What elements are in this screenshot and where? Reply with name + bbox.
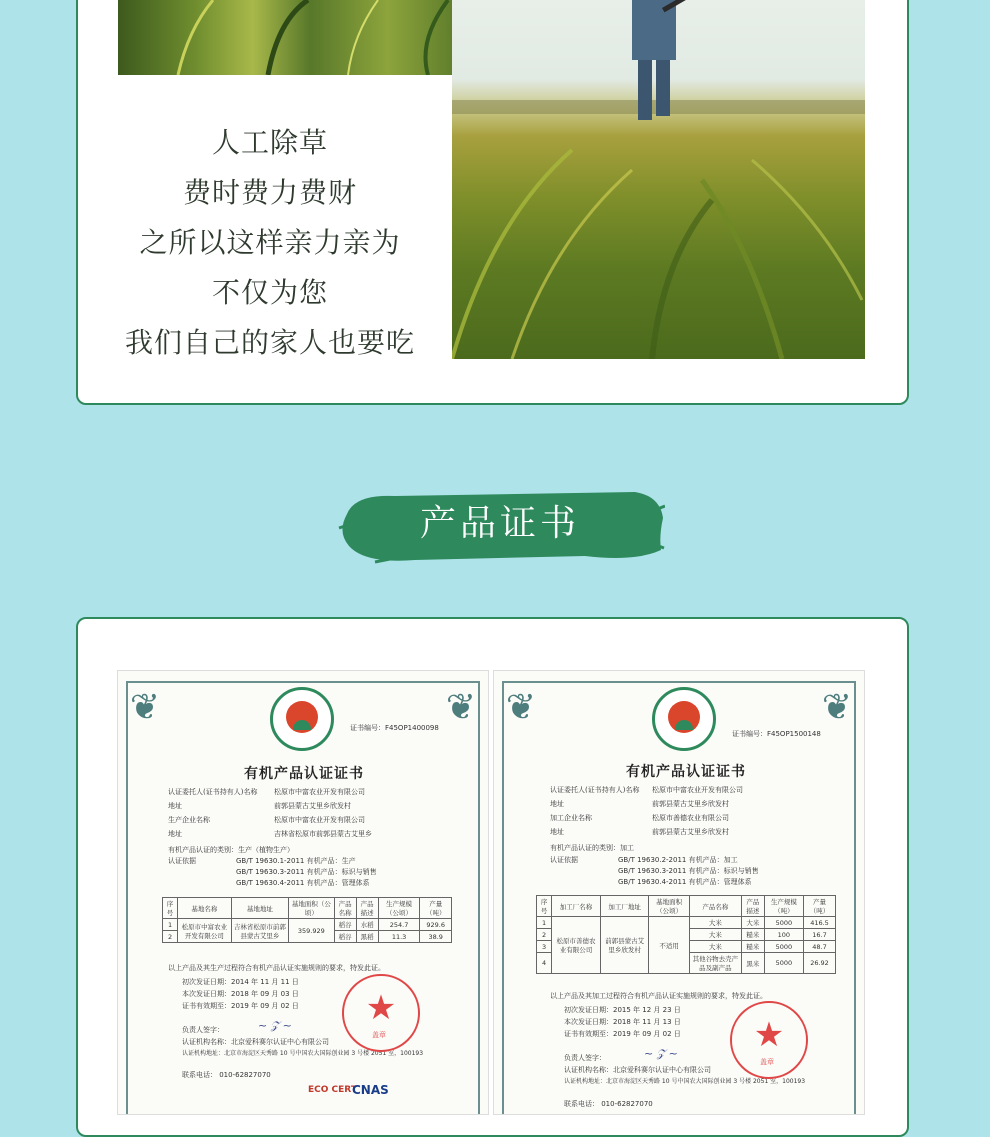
poem-line-1: 人工除草 xyxy=(211,126,328,159)
table-cell: 1 xyxy=(537,917,552,929)
table-header-row xyxy=(163,898,452,919)
org-address: 认证机构地址：北京市海淀区天秀路 10 号中国农大国际创业园 3 号楼 2051 室，100193 xyxy=(564,1078,806,1085)
category: 有机产品认证的类别：加工 xyxy=(550,844,634,852)
basis-line: GB/T 19630.4-2011 有机产品：管理体系 xyxy=(618,878,752,886)
poem-line-5: 我们自己的家人也要吃 xyxy=(124,326,415,359)
table-cell: 黑稻 xyxy=(356,931,378,943)
table-cell: 5000 xyxy=(764,941,803,953)
table-cell: 254.7 xyxy=(378,919,420,931)
table-header-cell: 产量（吨） xyxy=(420,898,452,919)
product-table xyxy=(162,897,452,943)
addr-label: 地址 xyxy=(550,800,564,808)
table-cell: 大米 xyxy=(689,941,741,953)
producer-label: 生产企业名称 xyxy=(168,816,210,824)
official-stamp-icon: ★ 盖章 xyxy=(342,974,420,1052)
table-cell: 2 xyxy=(163,931,178,943)
basis-line: GB/T 19630.2-2011 有机产品：加工 xyxy=(618,856,738,864)
table-cell: 416.5 xyxy=(804,917,836,929)
table-cell: 11.3 xyxy=(378,931,420,943)
table-row xyxy=(537,917,836,929)
table-cell: 100 xyxy=(764,929,803,941)
basis-label: 认证依据 xyxy=(550,856,578,864)
cert-title: 有机产品认证证书 xyxy=(244,766,364,782)
producer-value: 松原市中富农业开发有限公司 xyxy=(274,816,365,824)
table-header-cell: 加工厂名称 xyxy=(552,896,601,917)
table-row xyxy=(163,919,452,931)
org-name: 认证机构名称：北京爱科赛尔认证中心有限公司 xyxy=(564,1066,711,1074)
table-header-cell: 生产规模（公顷） xyxy=(378,898,420,919)
table-cell: 16.7 xyxy=(804,929,836,941)
table-header-cell: 基地面积（公顷） xyxy=(649,896,689,917)
table-cell: 松原市善德农业有限公司 xyxy=(552,917,601,974)
table-header-cell: 基地地址 xyxy=(231,898,288,919)
basis-line: GB/T 19630.1-2011 有机产品：生产 xyxy=(236,857,356,865)
table-cell: 松原市中富农业开发有限公司 xyxy=(178,919,232,943)
addr-value: 前郭县蒙古艾里乡欣发村 xyxy=(652,800,729,808)
basis-line: GB/T 19630.4-2011 有机产品：管理体系 xyxy=(236,879,370,887)
stamp-text: 盖章 xyxy=(372,1031,386,1039)
date-line: 本次发证日期：2018 年 09 月 03 日 xyxy=(182,990,299,998)
rice-closeup-image xyxy=(118,0,503,75)
ornament-icon: ❦ xyxy=(505,687,537,728)
table-cell: 5000 xyxy=(764,917,803,929)
table-header-cell: 生产规模（吨） xyxy=(764,896,803,917)
signer-label: 负责人签字： xyxy=(564,1054,606,1062)
statement: 以上产品及其加工过程符合有机产品认证实施规则的要求，特发此证。 xyxy=(550,992,767,1000)
addr2-value: 吉林省松原市前郭县蒙古艾里乡 xyxy=(274,830,372,838)
poem-line-2: 费时费力费财 xyxy=(182,176,357,209)
table-header-cell: 加工厂地址 xyxy=(600,896,649,917)
section-title-banner xyxy=(335,484,665,566)
table-cell: 前郭县蒙古艾里乡欣发村 xyxy=(600,917,649,974)
table-header-cell: 基地面积（公顷） xyxy=(289,898,335,919)
date-line: 初次发证日期：2015 年 12 月 23 日 xyxy=(564,1006,681,1014)
stamp-text: 盖章 xyxy=(760,1058,774,1066)
signature-icon: ~ 𝒵 ~ xyxy=(258,1019,292,1032)
table-header-cell: 产品描述 xyxy=(742,896,765,917)
table-cell: 大米 xyxy=(689,929,741,941)
organic-logo-icon xyxy=(270,687,334,751)
poem-line-4: 不仅为您 xyxy=(211,276,328,309)
date-line: 证书有效期至：2019 年 09 月 02 日 xyxy=(564,1030,681,1038)
cert-title: 有机产品认证证书 xyxy=(626,764,746,780)
table-header-cell: 序号 xyxy=(537,896,552,917)
addr-value: 前郭县蒙古艾里乡欣发村 xyxy=(274,802,351,810)
signer-label: 负责人签字： xyxy=(182,1026,224,1034)
rice-field-farmer-image xyxy=(452,0,865,359)
basis-line: GB/T 19630.3-2011 有机产品：标识与销售 xyxy=(618,867,759,875)
client-label: 认证委托人(证书持有人)名称 xyxy=(168,788,258,796)
poem-text xyxy=(118,118,422,368)
addr2-label: 地址 xyxy=(168,830,182,838)
table-cell: 糙米 xyxy=(742,929,765,941)
addr-label: 地址 xyxy=(168,802,182,810)
table-cell: 大米 xyxy=(689,917,741,929)
table-header-cell: 产品描述 xyxy=(356,898,378,919)
org-address: 认证机构地址：北京市海淀区天秀路 10 号中国农大国际创业园 3 号楼 2051 室，100193 xyxy=(182,1050,424,1057)
table-cell: 稻谷 xyxy=(334,931,356,943)
table-cell: 359.929 xyxy=(289,919,335,943)
official-stamp-icon: ★ 盖章 xyxy=(730,1001,808,1079)
client-value: 松原市中富农业开发有限公司 xyxy=(274,788,365,796)
client-label: 认证委托人(证书持有人)名称 xyxy=(550,786,640,794)
organic-certificate-1 xyxy=(117,670,489,1115)
table-cell: 26.92 xyxy=(804,953,836,974)
table-header-cell: 产品名称 xyxy=(334,898,356,919)
table-header-row xyxy=(537,896,836,917)
table-cell: 2 xyxy=(537,929,552,941)
table-cell: 不适用 xyxy=(649,917,689,974)
date-line: 初次发证日期：2014 年 11 月 11 日 xyxy=(182,978,299,986)
table-cell: 稻谷 xyxy=(334,919,356,931)
table-cell: 水稻 xyxy=(356,919,378,931)
table-header-cell: 产量（吨） xyxy=(804,896,836,917)
date-line: 证书有效期至：2019 年 09 月 02 日 xyxy=(182,1002,299,1010)
cnas-logo: CNAS xyxy=(352,1083,389,1097)
client-value: 松原市中富农业开发有限公司 xyxy=(652,786,743,794)
table-cell: 1 xyxy=(163,919,178,931)
category: 有机产品认证的类别：生产（植物生产） xyxy=(168,846,294,854)
tel: 联系电话： 010-62827070 xyxy=(564,1100,653,1108)
table-cell: 3 xyxy=(537,941,552,953)
section-title: 产品证书 xyxy=(419,503,580,544)
cert-number: 证书编号：F45OP1500148 xyxy=(732,730,821,738)
table-cell: 其他谷物去壳产品及副产品 xyxy=(689,953,741,974)
statement: 以上产品及其生产过程符合有机产品认证实施规则的要求，特发此证。 xyxy=(168,964,385,972)
product-table xyxy=(536,895,836,974)
ecocert-logo: ECO CERT xyxy=(308,1085,357,1095)
addr2-label: 地址 xyxy=(550,828,564,836)
cert-number: 证书编号：F45OP1400098 xyxy=(350,724,439,732)
table-cell: 糙米 xyxy=(742,941,765,953)
table-header-cell: 基地名称 xyxy=(178,898,232,919)
table-header-cell: 序号 xyxy=(163,898,178,919)
org-name: 认证机构名称：北京爱科赛尔认证中心有限公司 xyxy=(182,1038,329,1046)
table-cell: 38.9 xyxy=(420,931,452,943)
producer-value: 松原市善德农业有限公司 xyxy=(652,814,729,822)
tel: 联系电话： 010-62827070 xyxy=(182,1071,271,1079)
organic-certificate-2 xyxy=(493,670,865,1115)
ornament-icon: ❦ xyxy=(129,687,161,728)
table-cell: 黑米 xyxy=(742,953,765,974)
basis-label: 认证依据 xyxy=(168,857,196,865)
table-header-cell: 产品名称 xyxy=(689,896,741,917)
table-cell: 929.6 xyxy=(420,919,452,931)
signature-icon: ~ 𝒵 ~ xyxy=(644,1047,678,1060)
date-line: 本次发证日期：2018 年 11 月 13 日 xyxy=(564,1018,681,1026)
ornament-icon: ❦ xyxy=(445,687,477,728)
table-cell: 吉林省松原市前郭县蒙古艾里乡 xyxy=(231,919,288,943)
ornament-icon: ❦ xyxy=(821,687,853,728)
addr2-value: 前郭县蒙古艾里乡欣发村 xyxy=(652,828,729,836)
organic-logo-icon xyxy=(652,687,716,751)
table-cell: 48.7 xyxy=(804,941,836,953)
producer-label: 加工企业名称 xyxy=(550,814,592,822)
poem-line-3: 之所以这样亲力亲为 xyxy=(139,226,401,259)
table-cell: 5000 xyxy=(764,953,803,974)
basis-line: GB/T 19630.3-2011 有机产品：标识与销售 xyxy=(236,868,377,876)
table-cell: 大米 xyxy=(742,917,765,929)
table-cell: 4 xyxy=(537,953,552,974)
